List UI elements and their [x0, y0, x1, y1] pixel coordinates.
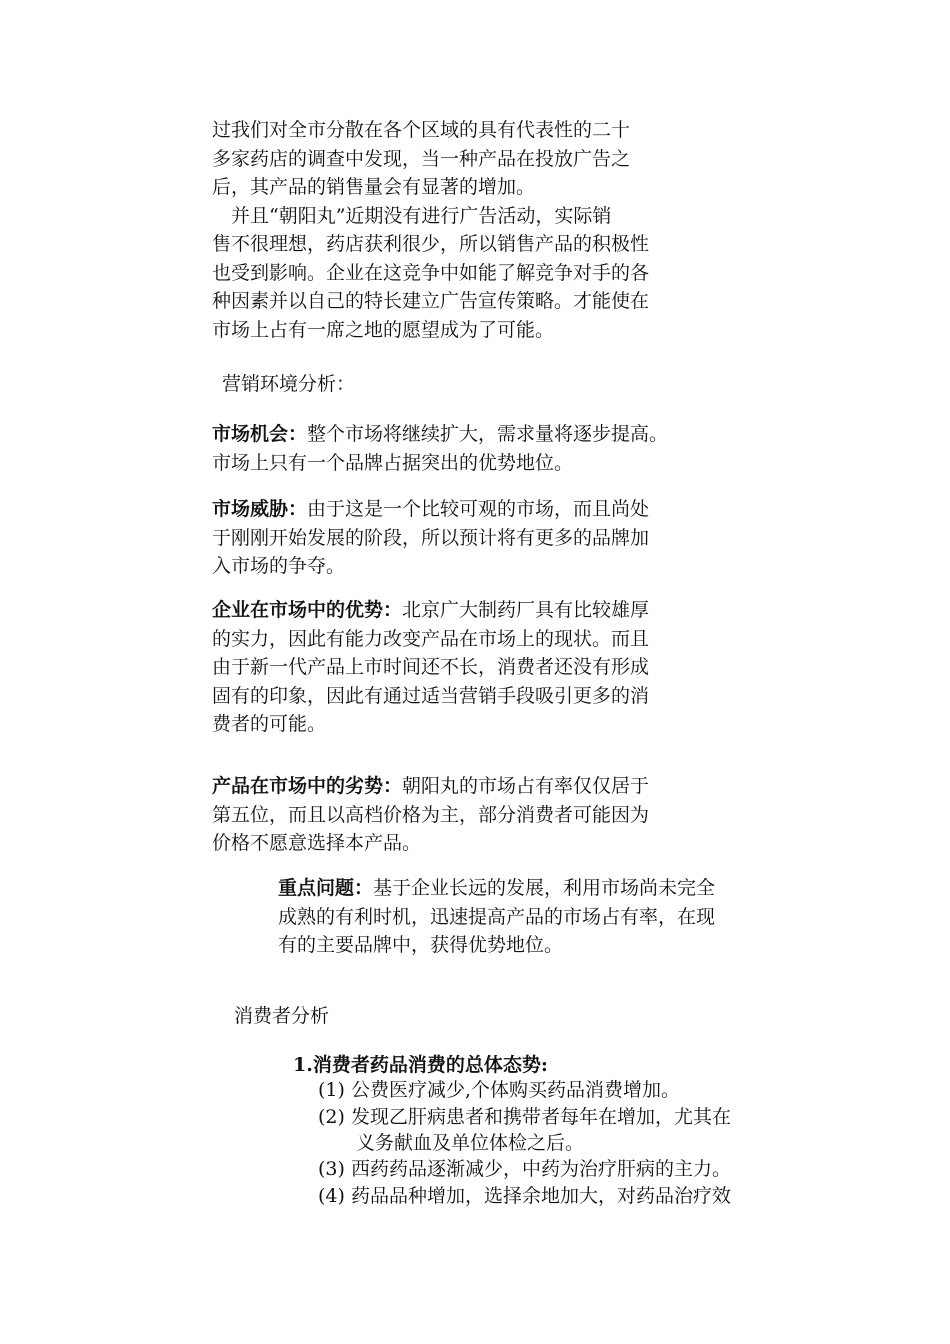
weakness-paragraph — [212, 772, 649, 858]
trend-item-4 — [318, 1183, 731, 1210]
key-issue-text: 有的主要品牌中，获得优势地位。 — [278, 934, 564, 956]
key-issue-text: 基于企业长远的发展，利用市场尚未完全 — [373, 877, 716, 899]
trend-item-3 — [318, 1156, 731, 1183]
strength-text: 的实力，因此有能力改变产品在市场上的现状。而且 — [212, 627, 650, 650]
trend-item-2 — [318, 1104, 731, 1131]
opportunity-label: 市场机会： — [212, 423, 308, 445]
trend-item-number: (4) — [318, 1185, 345, 1207]
threat-text: 由于这是一个比较可观的市场，而且尚处 — [307, 498, 650, 520]
trend-item-text: 药品品种增加，选择余地加大，对药品治疗效 — [350, 1185, 731, 1207]
trend-item-text: 西药药品逐渐减少，中药为治疗肝病的主力。 — [350, 1158, 731, 1180]
trend-item-number: (1) — [318, 1079, 345, 1101]
intro-line: 多家药店的调查中发现，当一种产品在投放广告之 — [212, 147, 631, 170]
strength-label: 企业在市场中的优势： — [212, 599, 403, 621]
weakness-text: 价格不愿意选择本产品。 — [212, 832, 422, 854]
trend-item-2-continuation: 义务献血及单位体检之后。 — [356, 1132, 585, 1154]
threat-text: 入市场的争夺。 — [212, 555, 346, 577]
weakness-text: 第五位，而且以高档价格为主，部分消费者可能因为 — [212, 803, 650, 826]
trend-item-1 — [318, 1077, 680, 1104]
intro-line: 市场上占有一席之地的愿望成为了可能。 — [212, 318, 555, 341]
trend-title: 1.消费者药品消费的总体态势: — [293, 1054, 548, 1076]
threat-text: 于刚刚开始发展的阶段，所以预计将有更多的品牌加 — [212, 526, 650, 549]
strength-paragraph — [212, 596, 649, 739]
trend-item-number: (3) — [318, 1158, 345, 1180]
marketing-heading: 营销环境分析： — [222, 373, 356, 395]
threat-paragraph — [212, 495, 649, 581]
key-issue-text: 成熟的有利时机，迅速提高产品的市场占有率，在现 — [278, 905, 716, 928]
weakness-text: 朝阳丸的市场占有率仅仅居于 — [402, 775, 650, 797]
weakness-label: 产品在市场中的劣势： — [212, 775, 403, 797]
key-issue-paragraph — [278, 874, 715, 960]
intro-line: 过我们对全市分散在各个区域的具有代表性的二十 — [212, 119, 631, 141]
opportunity-text: 整个市场将继续扩大，需求量将逐步提高。 — [307, 423, 669, 445]
intro-line: 也受到影响。企业在这竞争中如能了解竞争对手的各 — [212, 261, 650, 284]
opportunity-text: 市场上只有一个品牌占据突出的优势地位。 — [212, 451, 574, 474]
trend-item-text: 公费医疗减少,个体购买药品消费增加。 — [350, 1079, 681, 1101]
intro-paragraph — [212, 116, 649, 344]
strength-text: 由于新一代产品上市时间还不长，消费者还没有形成 — [212, 656, 650, 678]
trend-item-number: (2) — [318, 1106, 345, 1128]
opportunity-paragraph — [212, 420, 668, 477]
intro-line: 种因素并以自己的特长建立广告宣传策略。才能使在 — [212, 290, 650, 312]
strength-text: 北京广大制药厂具有比较雄厚 — [402, 599, 650, 621]
key-issue-label: 重点问题： — [278, 877, 374, 899]
intro-line: 售不很理想，药店获利很少，所以销售产品的积极性 — [212, 233, 650, 255]
trend-item-text: 发现乙肝病患者和携带者每年在增加，尤其在 — [350, 1106, 731, 1128]
strength-text: 固有的印象，因此有通过适当营销手段吸引更多的消 — [212, 684, 650, 707]
consumer-heading: 消费者分析 — [234, 1005, 330, 1027]
intro-line: 并且“朝阳丸”近期没有进行广告活动，实际销 — [212, 204, 612, 227]
strength-text: 费者的可能。 — [212, 713, 327, 735]
intro-line: 后，其产品的销售量会有显著的增加。 — [212, 176, 536, 198]
threat-label: 市场威胁： — [212, 498, 308, 520]
